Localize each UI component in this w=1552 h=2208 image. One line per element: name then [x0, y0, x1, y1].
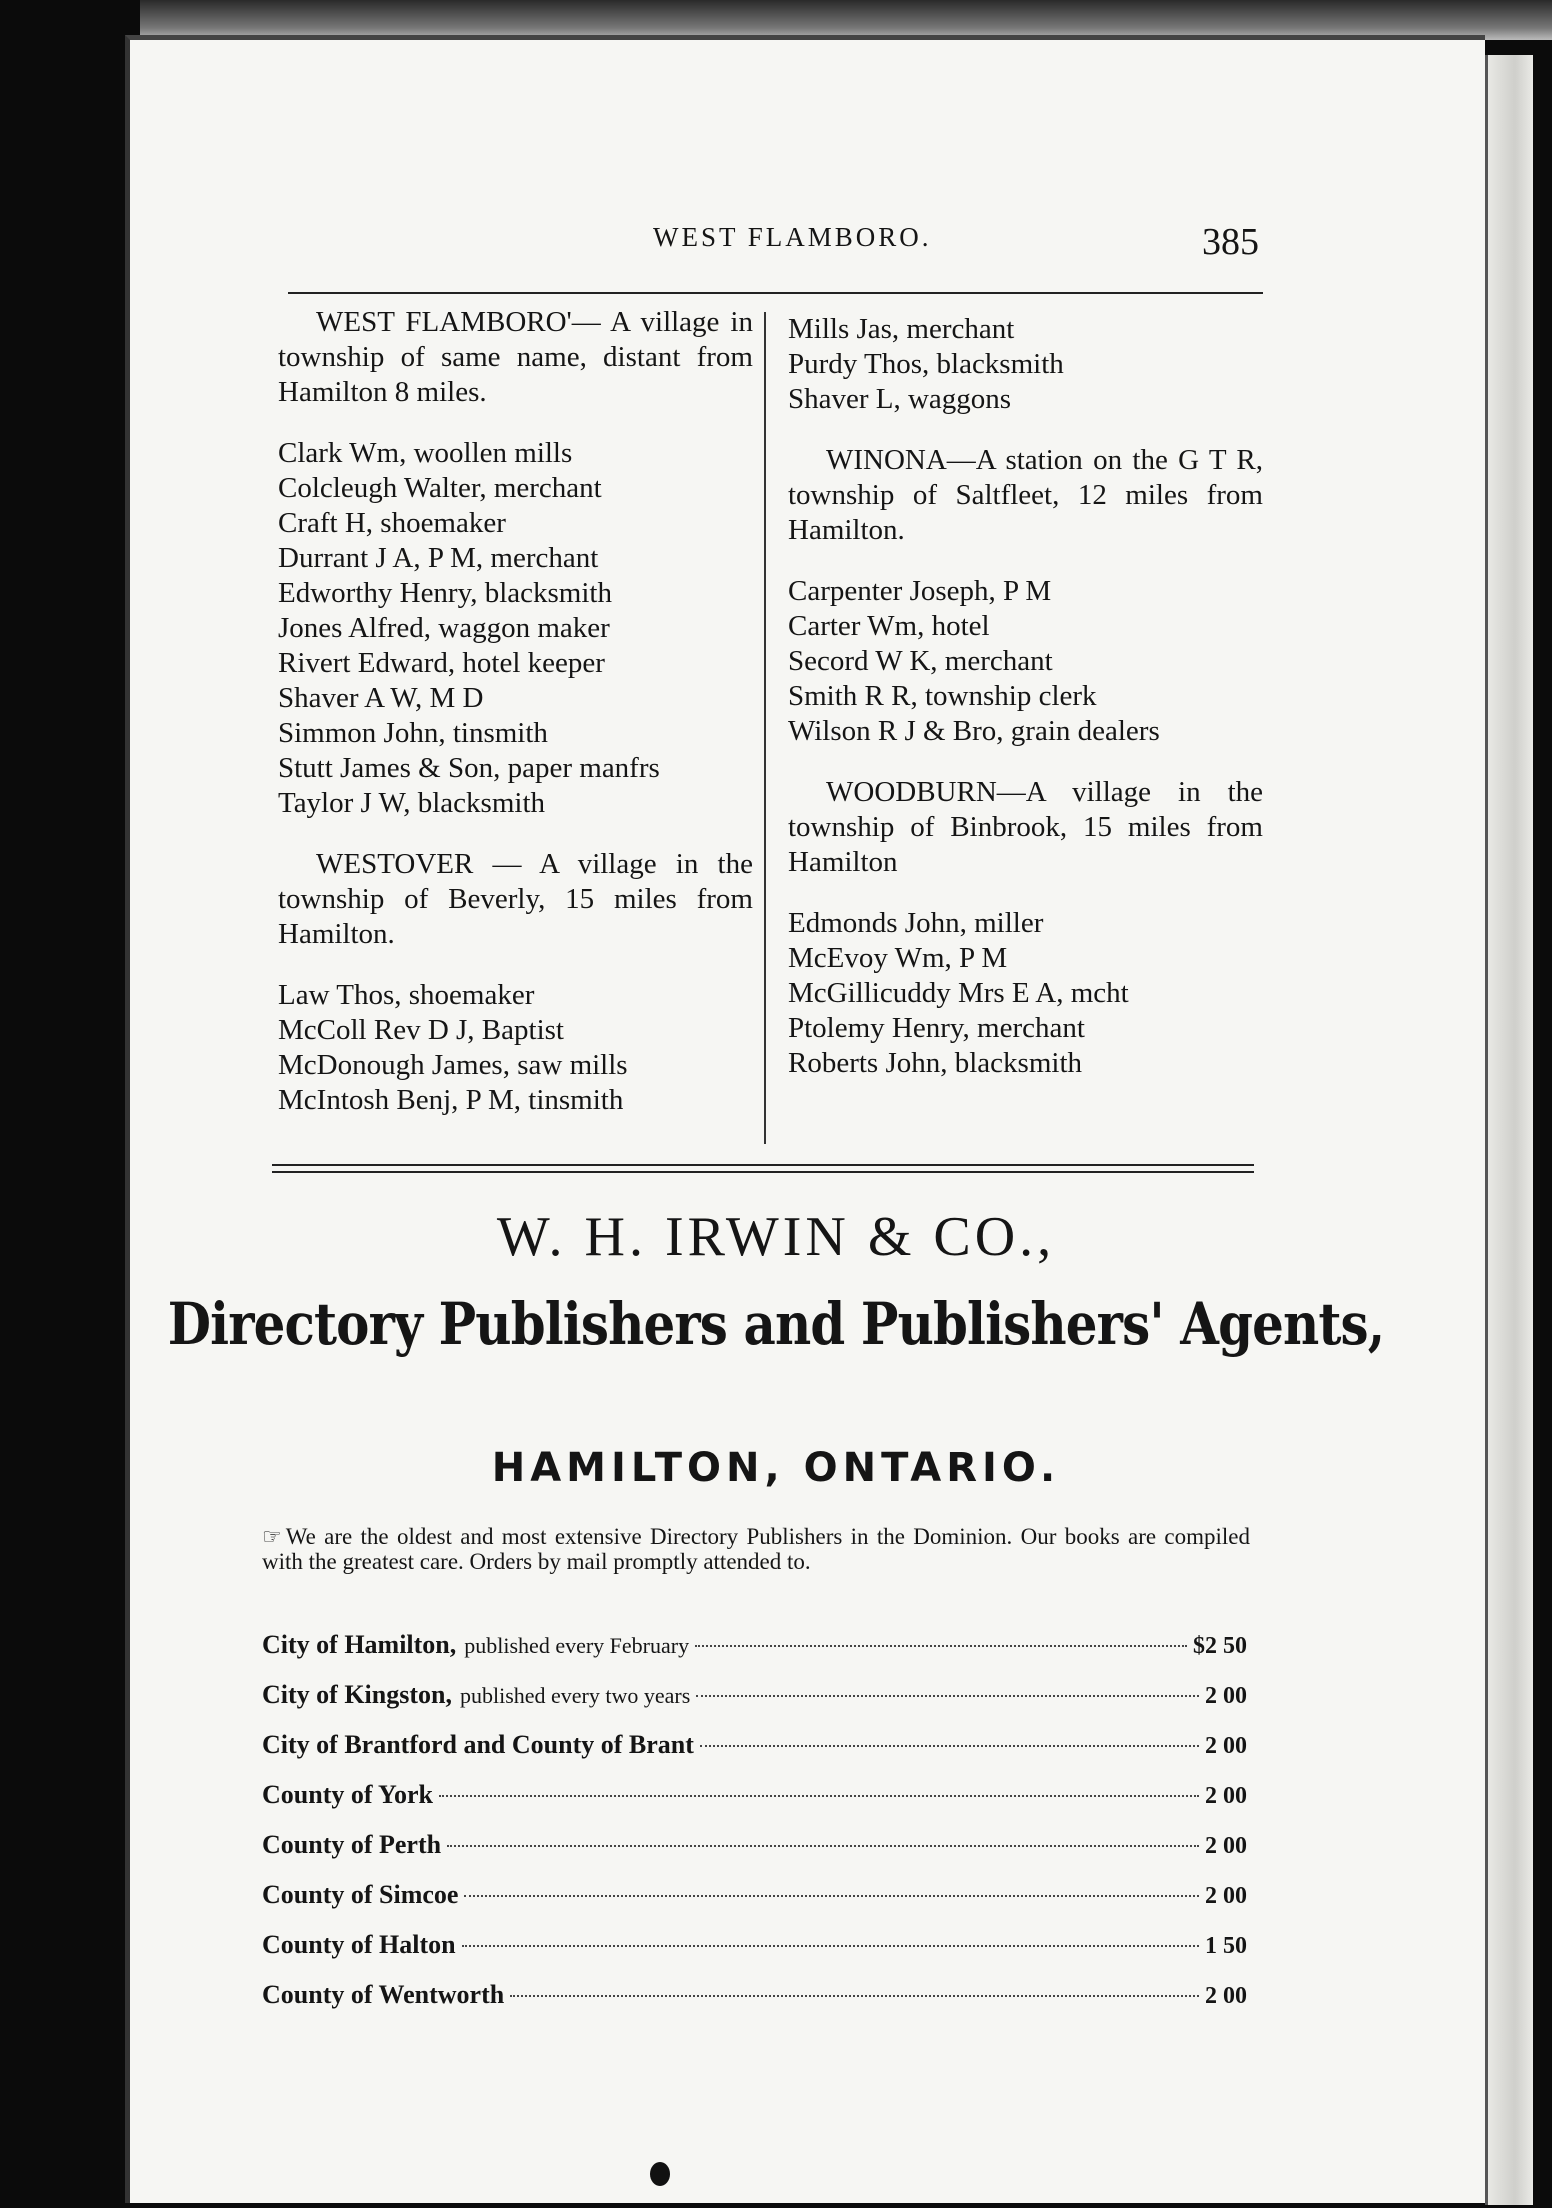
directory-title: County of York: [262, 1780, 433, 1809]
ad-tagline: Directory Publishers and Publishers' Agents,: [167, 1290, 1385, 1358]
directory-entry: Simmon John, tinsmith: [278, 717, 548, 749]
directory-subtitle: published every February: [464, 1633, 690, 1658]
directory-entry: Purdy Thos, blacksmith: [788, 348, 1064, 380]
directory-entry: McIntosh Benj, P M, tinsmith: [278, 1084, 624, 1116]
west-flamboro-intro: WEST FLAMBORO'— A village in township of same name, distant from Hamilton 8 miles.: [278, 306, 753, 408]
directory-entry: Smith R R, township clerk: [788, 680, 1097, 712]
directory-title: County of Perth: [262, 1830, 442, 1859]
directory-title: City of Kingston,: [262, 1680, 452, 1709]
directory-price: 2 00: [1205, 1983, 1247, 2009]
directory-entry: Law Thos, shoemaker: [278, 979, 535, 1011]
winona-entries: [788, 574, 1263, 749]
woodburn-intro: WOODBURN—A village in the township of Binbrook, 15 miles from Hamilton: [788, 776, 1263, 878]
directory-entry: McEvoy Wm, P M: [788, 942, 1008, 974]
directory-entry: Wilson R J & Bro, grain dealers: [788, 715, 1160, 747]
directory-price: 2 00: [1205, 1733, 1247, 1759]
pointing-hand-icon: ☞: [262, 1524, 282, 1549]
directory-title: County of Simcoe: [262, 1880, 459, 1909]
directory-price: $2 50: [1193, 1633, 1247, 1659]
right-column: [788, 312, 1263, 1081]
column-divider: [764, 312, 766, 1144]
price-list-row: [262, 1980, 1247, 2030]
woodburn-entries: [788, 906, 1263, 1081]
directory-entry: Mills Jas, merchant: [788, 313, 1015, 345]
directory-entry: Jones Alfred, waggon maker: [278, 612, 610, 644]
dot-leader: [510, 1995, 1199, 1997]
westover-entries: [278, 978, 753, 1118]
directory-price: 2 00: [1205, 1783, 1247, 1809]
directory-entry: Stutt James & Son, paper manfrs: [278, 752, 660, 784]
winona-intro: WINONA—A station on the G T R, township of Saltfleet, 12 miles from Hamilton.: [788, 444, 1263, 546]
dot-leader: [462, 1945, 1199, 1947]
adjacent-page-edge: [1485, 55, 1533, 2205]
directory-price: 2 00: [1205, 1833, 1247, 1859]
dot-leader: [700, 1745, 1199, 1747]
directory-entry: McColl Rev D J, Baptist: [278, 1014, 564, 1046]
dot-leader: [695, 1645, 1187, 1647]
price-list-row: [262, 1830, 1247, 1880]
directory-entry: Rivert Edward, hotel keeper: [278, 647, 605, 679]
directory-title: County of Wentworth: [262, 1980, 505, 2009]
directory-title: City of Hamilton,: [262, 1630, 457, 1659]
ad-rule-top: [272, 1164, 1254, 1166]
continued-entries: [788, 312, 1263, 417]
directory-title: County of Halton: [262, 1930, 456, 1959]
dot-leader: [464, 1895, 1199, 1897]
running-title: WEST FLAMBORO.: [653, 222, 932, 252]
dot-leader: [447, 1845, 1199, 1847]
directory-entry: Craft H, shoemaker: [278, 507, 506, 539]
directory-entry: Shaver L, waggons: [788, 383, 1012, 415]
scan-top-edge: [140, 0, 1552, 40]
left-column: [278, 305, 753, 1118]
directory-price: 2 00: [1205, 1683, 1247, 1709]
ink-dot: [650, 2162, 670, 2186]
price-list-row: [262, 1730, 1247, 1780]
page-number: 385: [1202, 221, 1259, 263]
directory-entry: Edworthy Henry, blacksmith: [278, 577, 612, 609]
directory-entry: Roberts John, blacksmith: [788, 1047, 1083, 1079]
directory-entry: Shaver A W, M D: [278, 682, 484, 714]
price-list-row: [262, 1780, 1247, 1830]
directory-entry: Colcleugh Walter, merchant: [278, 472, 602, 504]
price-list-row: [262, 1680, 1247, 1730]
directory-subtitle: published every two years: [459, 1683, 691, 1708]
directory-entry: Durrant J A, P M, merchant: [278, 542, 599, 574]
directory-entry: Edmonds John, miller: [788, 907, 1044, 939]
ad-notice: [262, 1524, 1250, 1574]
directory-entry: Carpenter Joseph, P M: [788, 575, 1052, 607]
directory-price: 2 00: [1205, 1883, 1247, 1909]
price-list-row: [262, 1880, 1247, 1930]
header-rule: [288, 292, 1263, 294]
dot-leader: [439, 1795, 1199, 1797]
directory-entry: Ptolemy Henry, merchant: [788, 1012, 1085, 1044]
price-list-row: [262, 1930, 1247, 1980]
directory-entry: McGillicuddy Mrs E A, mcht: [788, 977, 1129, 1009]
dot-leader: [696, 1695, 1199, 1697]
directory-entry: Clark Wm, woollen mills: [278, 437, 573, 469]
price-list: [262, 1630, 1247, 2030]
directory-price: 1 50: [1205, 1933, 1247, 1959]
ad-notice-text: We are the oldest and most extensive Directory Publishers in the Dominion. Our books are compiled with the greatest care. Orders by mail promptly attended to.: [262, 1524, 1250, 1574]
ad-city: HAMILTON, ONTARIO.: [491, 1445, 1061, 1491]
ad-rule-bottom: [272, 1171, 1254, 1173]
directory-entry: Carter Wm, hotel: [788, 610, 990, 642]
westover-intro: WESTOVER — A village in the township of Beverly, 15 miles from Hamilton.: [278, 848, 753, 950]
price-list-row: [262, 1630, 1247, 1680]
directory-title: City of Brantford and County of Brant: [262, 1730, 694, 1759]
west-flamboro-entries: [278, 436, 753, 821]
ad-firm-name: W. H. IRWIN & CO.,: [496, 1206, 1056, 1268]
directory-entry: Secord W K, merchant: [788, 645, 1053, 677]
directory-entry: Taylor J W, blacksmith: [278, 787, 546, 819]
directory-entry: McDonough James, saw mills: [278, 1049, 628, 1081]
